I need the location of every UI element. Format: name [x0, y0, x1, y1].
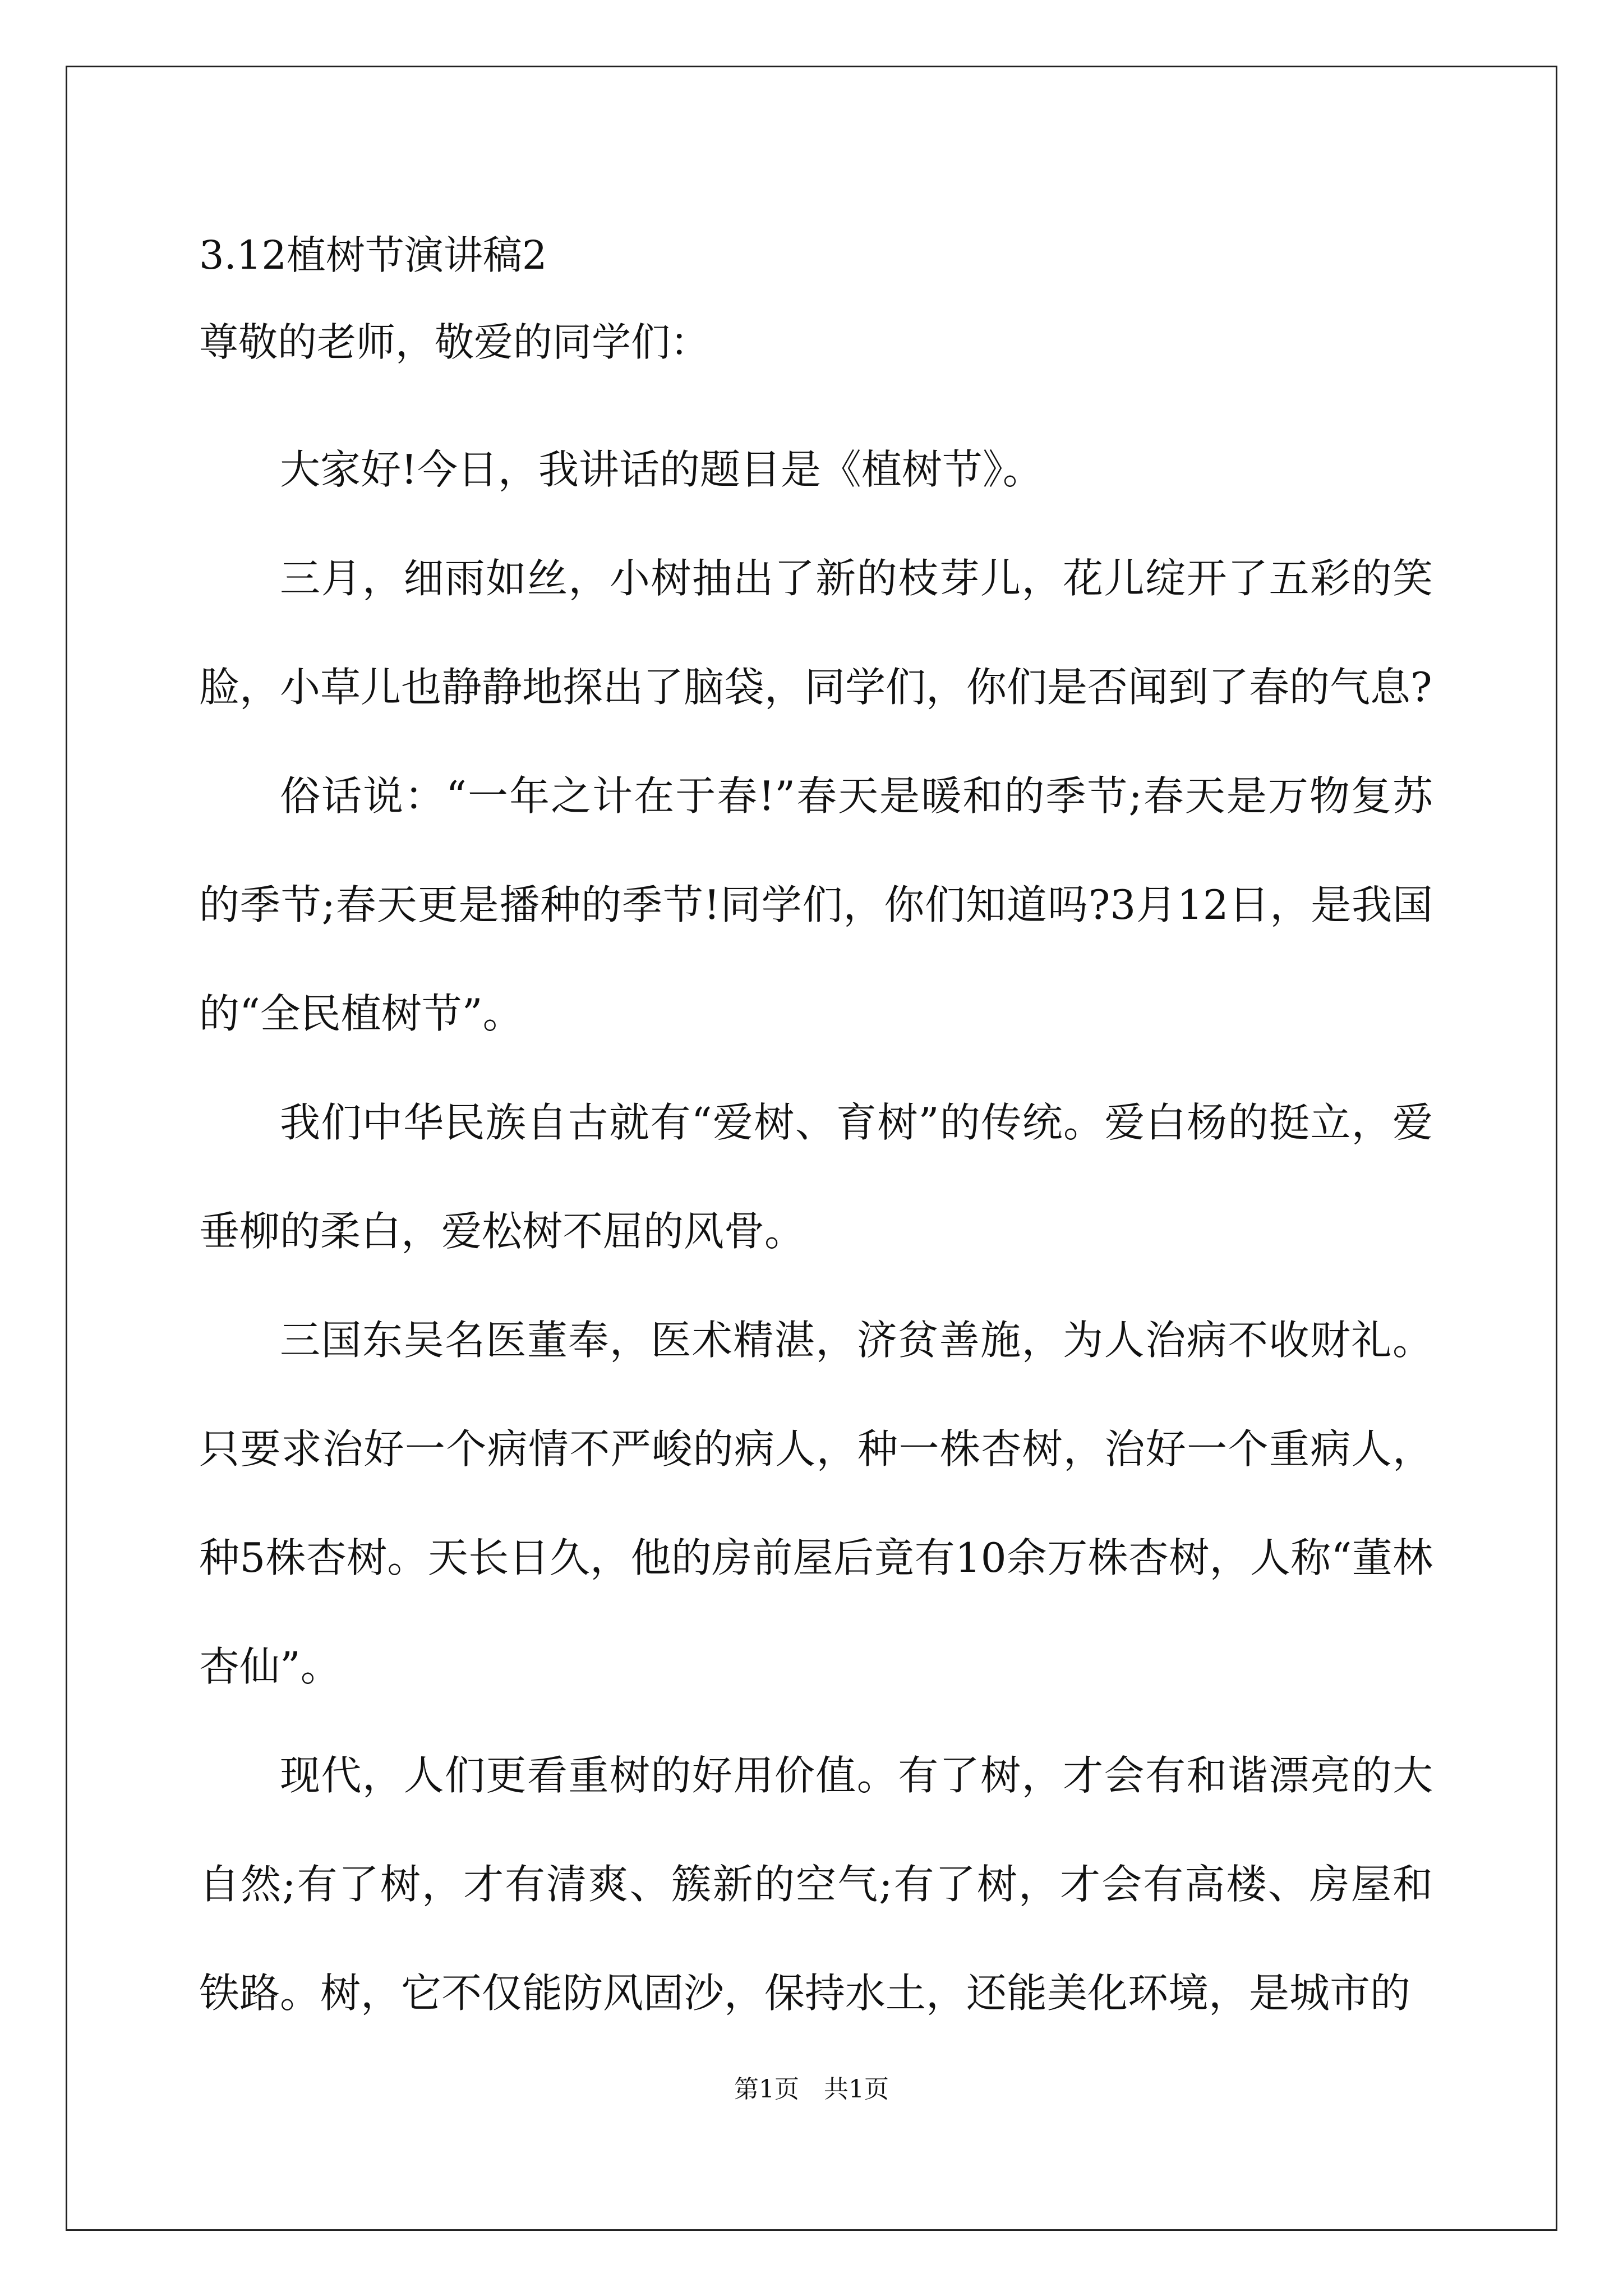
paragraph-5: 三国东吴名医董奉，医术精湛，济贫善施，为人治病不收财礼。只要求治好一个病情不严峻的病人，种一株杏树，治好一个重病人，种5株杏树。天长日久，他的房前屋后竟有10余万株杏树，人称“董林杏仙”。 [199, 1317, 1433, 1690]
paragraph-list [199, 415, 1433, 2047]
paragraph-4: 我们中华民族自古就有“爱树、育树”的传统。爱白杨的挺立，爱垂柳的柔白，爱松树不屈的风骨。 [199, 1099, 1433, 1255]
salutation: 尊敬的老师，敬爱的同学们： [199, 319, 709, 365]
document-title: 3.12植树节演讲稿2 [199, 232, 547, 278]
page-footer: 第1页 共1页 [734, 2075, 889, 2104]
paragraph-3: 俗话说：“一年之计在于春!”春天是暖和的季节;春天是万物复苏的季节;春天更是播种的季节!同学们，你们知道吗?3月12日，是我国的“全民植树节”。 [199, 772, 1433, 1037]
paragraph-2: 三月，细雨如丝，小树抽出了新的枝芽儿，花儿绽开了五彩的笑脸，小草儿也静静地探出了脑袋，同学们，你们是否闻到了春的气息? [199, 555, 1433, 711]
paragraph-1: 大家好!今日，我讲话的题目是《植树节》。 [280, 446, 1043, 493]
paragraph-6: 现代，人们更看重树的好用价值。有了树，才会有和谐漂亮的大自然;有了树，才有清爽、簇新的空气;有了树，才会有高楼、房屋和铁路。树，它不仅能防风固沙，保持水土，还能美化环境，是城市的 [199, 1752, 1433, 2017]
